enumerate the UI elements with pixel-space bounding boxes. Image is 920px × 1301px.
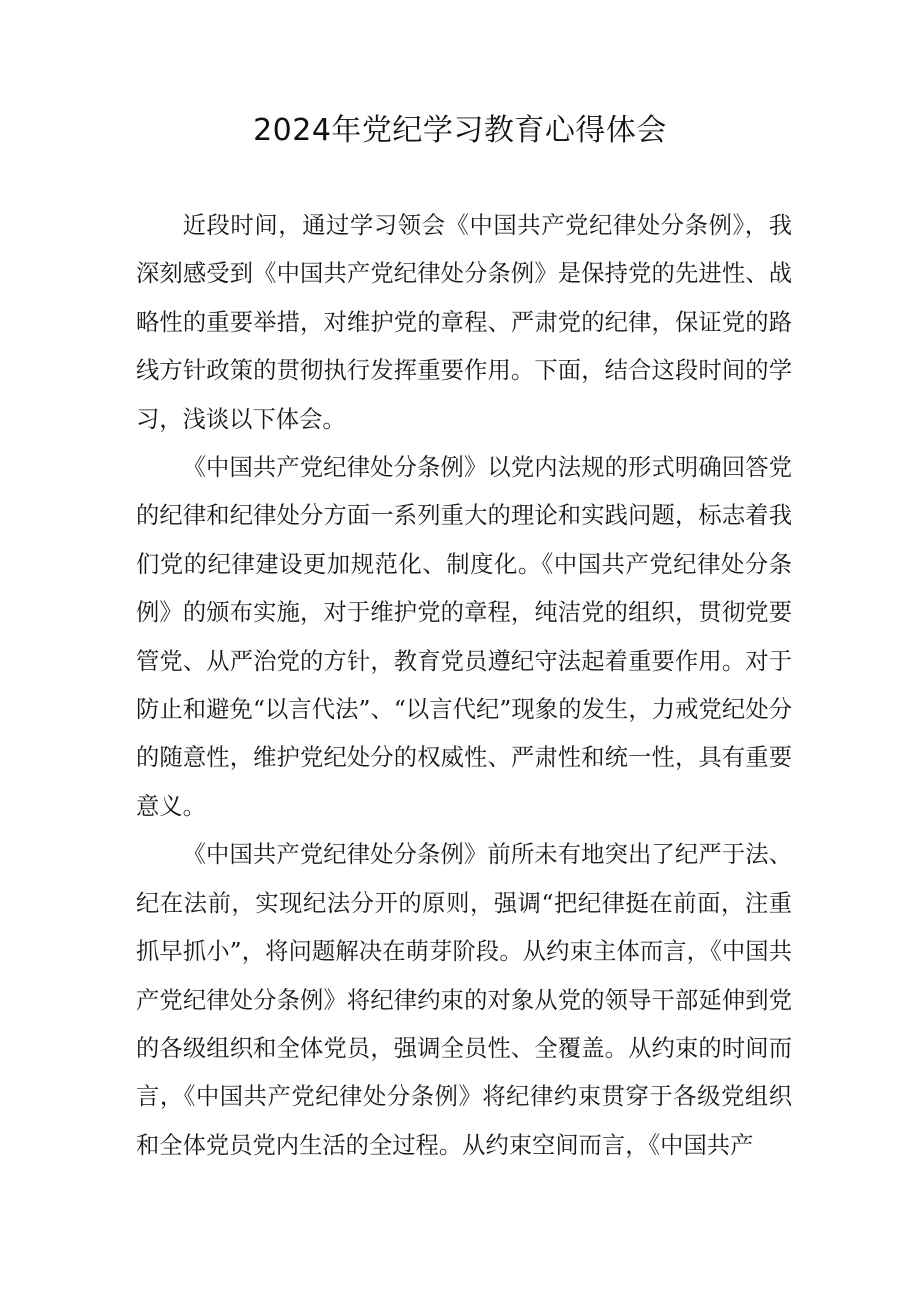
document-body [136,202,792,1170]
paragraph-3: 《中国共产党纪律处分条例》前所未有地突出了纪严于法、纪在法前，实现纪法分开的原则，强调“把纪律挺在前面，注重抓早抓小”，将问题解决在萌芽阶段。从约束主体而言，《中国共产党纪律处分条例》将纪律约束的对象从党的领导干部延伸到党的各级组织和全体党员，强调全员性、全覆盖。从约束的时间而言，《中国共产党纪律处分条例》将纪律约束贯穿于各级党组织和全体党员党内生活的全过程。从约束空间而言，《中国共产 [136,841,792,1159]
paragraph-1: 近段时间，通过学习领会《中国共产党纪律处分条例》，我深刻感受到《中国共产党纪律处分条例》是保持党的先进性、战略性的重要举措，对维护党的章程、严肃党的纪律，保证党的路线方针政策的贯彻执行发挥重要作用。下面，结合这段时间的学习，浅谈以下体会。 [136,212,792,433]
document-title: 2024年党纪学习教育心得体会 [253,113,667,148]
paragraph-2: 《中国共产党纪律处分条例》以党内法规的形式明确回答党的纪律和纪律处分方面一系列重大的理论和实践问题，标志着我们党的纪律建设更加规范化、制度化。《中国共产党纪律处分条例》的颁布实施，对于维护党的章程，纯洁党的组织，贯彻党要管党、从严治党的方针，教育党员遵纪守法起着重要作用。对于防止和避免“以言代法”、“以言代纪”现象的发生，力戒党纪处分的随意性，维护党纪处分的权威性、严肃性和统一性，具有重要意义。 [136,454,792,820]
